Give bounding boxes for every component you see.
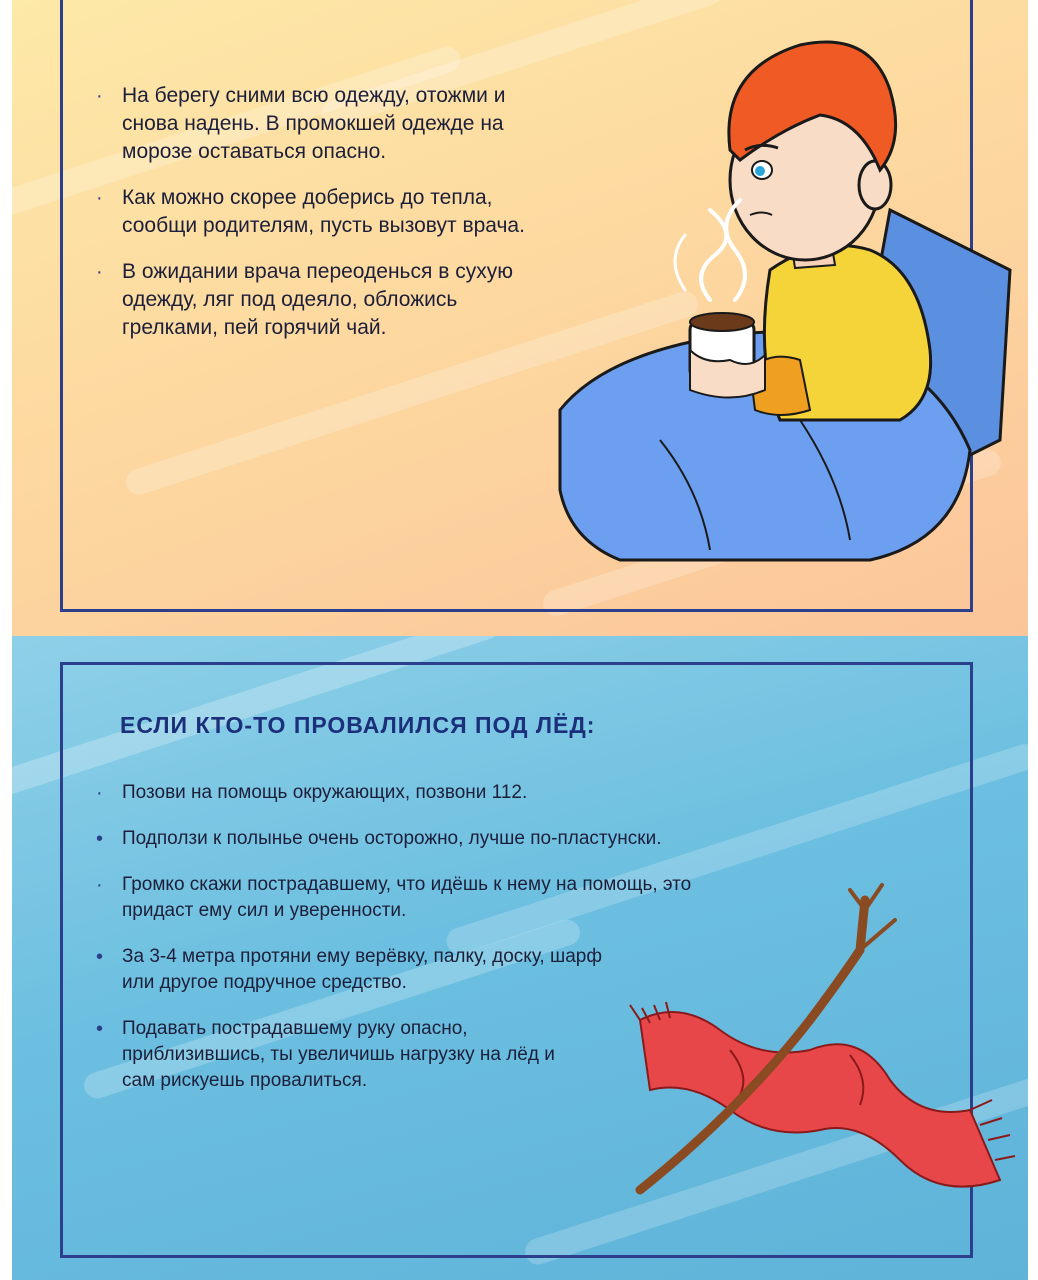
bullet-icon: • [96,828,104,850]
top-advice-list [96,82,542,360]
bullet-icon: · [96,187,103,209]
bullet-icon: · [96,782,103,804]
bullet-icon: · [96,85,103,107]
bullet-icon: · [96,261,103,283]
bottom-advice-list [96,780,902,1114]
list-item: · Позови на помощь окружающих, позвони 112. [96,782,528,804]
list-item: · На берегу сними всю одежду, отожми и снова надень. В промокшей одежде на морозе оставаться опасно. [96,84,506,163]
list-item: • Подползи к полынье очень осторожно, лучше по-пластунски. [96,828,662,850]
list-item: · Громко скажи пострадавшему, что идёшь к нему на помощь, это придаст ему сил и уверенности. [96,874,692,921]
section-title: ЕСЛИ КТО-ТО ПРОВАЛИЛСЯ ПОД ЛЁД: [120,712,596,738]
list-item: • За 3-4 метра протяни ему верёвку, палку, доску, шарф или другое подручное средство. [96,946,603,993]
list-item: · Как можно скорее доберись до тепла, сообщи родителям, пусть вызовут врача. [96,186,525,237]
list-item: · В ожидании врача переоденься в сухую одежду, ляг под одеяло, обложись грелками, пей горячий чай. [96,260,513,339]
boy-with-tea-illustration [540,20,1020,580]
list-item: • Подавать пострадавшему руку опасно, приблизившись, ты увеличишь нагрузку на лёд и сам рискуешь провалиться. [96,1018,555,1091]
bullet-icon: · [96,874,103,896]
bullet-icon: • [96,946,104,968]
bullet-icon: • [96,1018,104,1040]
